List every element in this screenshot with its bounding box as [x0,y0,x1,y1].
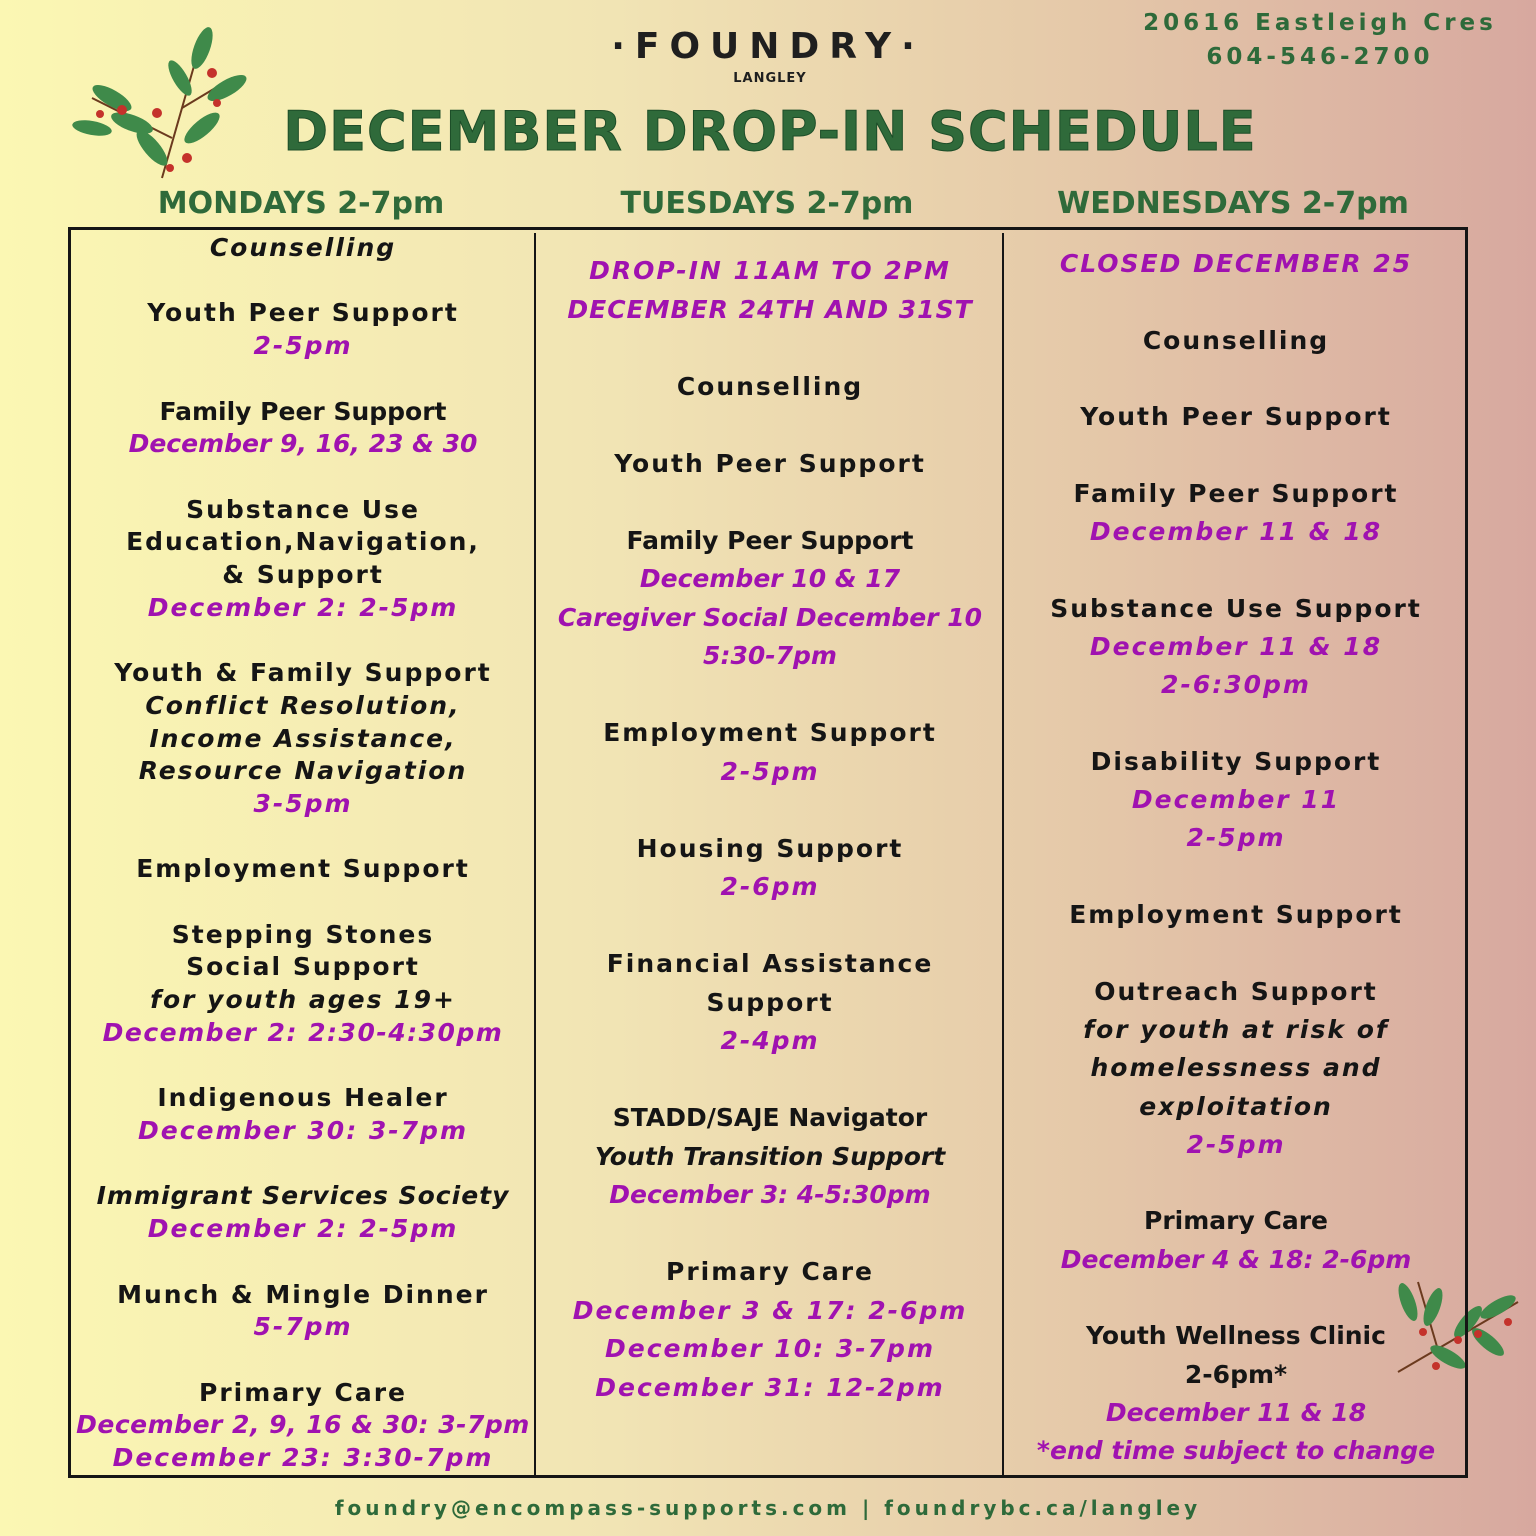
service-title: Outreach Support [1094,976,1378,1006]
service-title: Immigrant Services Society [96,1181,510,1211]
service-detail: exploitation [1139,1091,1333,1121]
tuesday-heading: TUESDAYS 2-7pm [620,186,914,221]
service-title: Indigenous Healer [157,1083,449,1113]
service-title: Counselling [209,233,397,262]
service-time: Caregiver Social December 10 [557,602,983,632]
service-title: Family Peer Support [1073,478,1399,508]
service-detail: Youth Transition Support [594,1141,946,1171]
service-time: 2-5pm [253,331,353,361]
service-title: Primary Care [666,1257,874,1286]
contact-info [1130,6,1510,74]
service-title: Family Peer Support [626,525,914,555]
service-time: December 2: 2:30-4:30pm [102,1017,504,1047]
service-time: December 2: 2-5pm [147,592,459,622]
service-time: December 11 & 18 [1089,631,1383,661]
service-title: Employment Support [603,718,937,747]
service-time: December 2: 2-5pm [147,1214,459,1244]
service-time: 5-7pm [253,1312,353,1342]
wednesday-column [1003,232,1469,1472]
address: 20616 Eastleigh Cres [1143,10,1497,36]
service-title: Youth Peer Support [1080,402,1392,432]
service-detail: for youth ages 19+ [150,985,456,1015]
service-time: 2-6pm* [1184,1359,1288,1389]
service-time: December 4 & 18: 2-6pm [1060,1244,1412,1274]
service-detail: Resource Navigation [138,756,468,786]
service-time: 3-5pm [253,788,353,818]
service-title: Stepping Stones [171,919,435,949]
service-time: December 9, 16, 23 & 30 [128,429,478,459]
service-title: Support [706,987,834,1017]
service-time: December 3 & 17: 2-6pm [572,1295,968,1325]
service-time: December 23: 3:30-7pm [112,1443,494,1473]
service-title: Youth Peer Support [614,448,926,478]
service-title: Housing Support [636,833,904,863]
footnote: *end time subject to change [1036,1436,1436,1466]
service-title: STADD/SAJE Navigator [612,1103,928,1132]
service-title: Youth Wellness Clinic [1086,1321,1386,1351]
service-detail: homelessness and [1090,1053,1382,1083]
wednesday-heading: WEDNESDAYS 2-7pm [1057,186,1409,221]
service-title: Youth & Family Support [114,658,492,688]
service-time: December 10: 3-7pm [604,1334,936,1363]
service-title: Social Support [186,952,420,982]
service-title: Primary Care [1144,1206,1328,1236]
service-detail: Conflict Resolution, [145,690,461,720]
notice: DROP-IN 11AM TO 2PM [589,256,951,285]
service-time: 2-4pm [720,1026,820,1055]
service-time: 2-6pm [720,872,820,901]
service-time: 2-5pm [720,756,820,786]
service-detail: for youth at risk of [1083,1014,1389,1044]
logo-subtitle: LANGLEY [733,71,807,86]
notice: CLOSED DECEMBER 25 [1059,249,1413,278]
monday-heading: MONDAYS 2-7pm [157,186,445,221]
service-title: Employment Support [1069,900,1403,930]
notice: DECEMBER 24TH AND 31ST [567,294,973,324]
page-title: DECEMBER DROP-IN SCHEDULE [283,100,1257,163]
service-title: Munch & Mingle Dinner [117,1279,489,1309]
service-time: December 11 & 18 [1089,517,1383,547]
service-title: Financial Assistance [606,949,934,978]
service-time: 2-5pm [1186,823,1286,853]
service-title: Primary Care [199,1377,407,1407]
service-title: Counselling [676,371,864,401]
service-title: Employment Support [136,854,470,884]
service-title: Youth Peer Support [147,298,459,328]
service-time: December 2, 9, 16 & 30: 3-7pm [76,1410,530,1440]
service-time: December 30: 3-7pm [137,1115,469,1145]
service-time: 5:30-7pm [703,641,837,670]
service-detail: Income Assistance, [149,723,457,753]
footer-contact: foundry@encompass-supports.com | foundrybc.ca/langley [334,1496,1202,1520]
foundry-logo: ·FOUNDRY· [611,26,925,67]
service-title: Substance Use [186,494,420,524]
service-title: Disability Support [1090,746,1382,776]
service-title: Family Peer Support [159,396,447,426]
service-title: & Support [222,560,384,590]
service-time: December 3: 4-5:30pm [609,1180,931,1209]
holly-branch-icon [52,18,252,188]
service-time: December 10 & 17 [639,564,901,593]
service-title: Counselling [1142,325,1330,355]
service-time: 2-5pm [1186,1129,1286,1159]
service-time: December 11 & 18 [1105,1397,1367,1427]
phone-number: 604-546-2700 [1206,44,1434,70]
service-time: December 31: 12-2pm [595,1372,945,1402]
service-time: 2-6:30pm [1161,670,1311,700]
service-time: December 11 [1131,785,1341,815]
monday-column [70,232,536,1472]
tuesday-column [537,232,1003,1472]
service-title: Education,Navigation, [126,527,480,557]
service-title: Substance Use Support [1050,593,1422,623]
